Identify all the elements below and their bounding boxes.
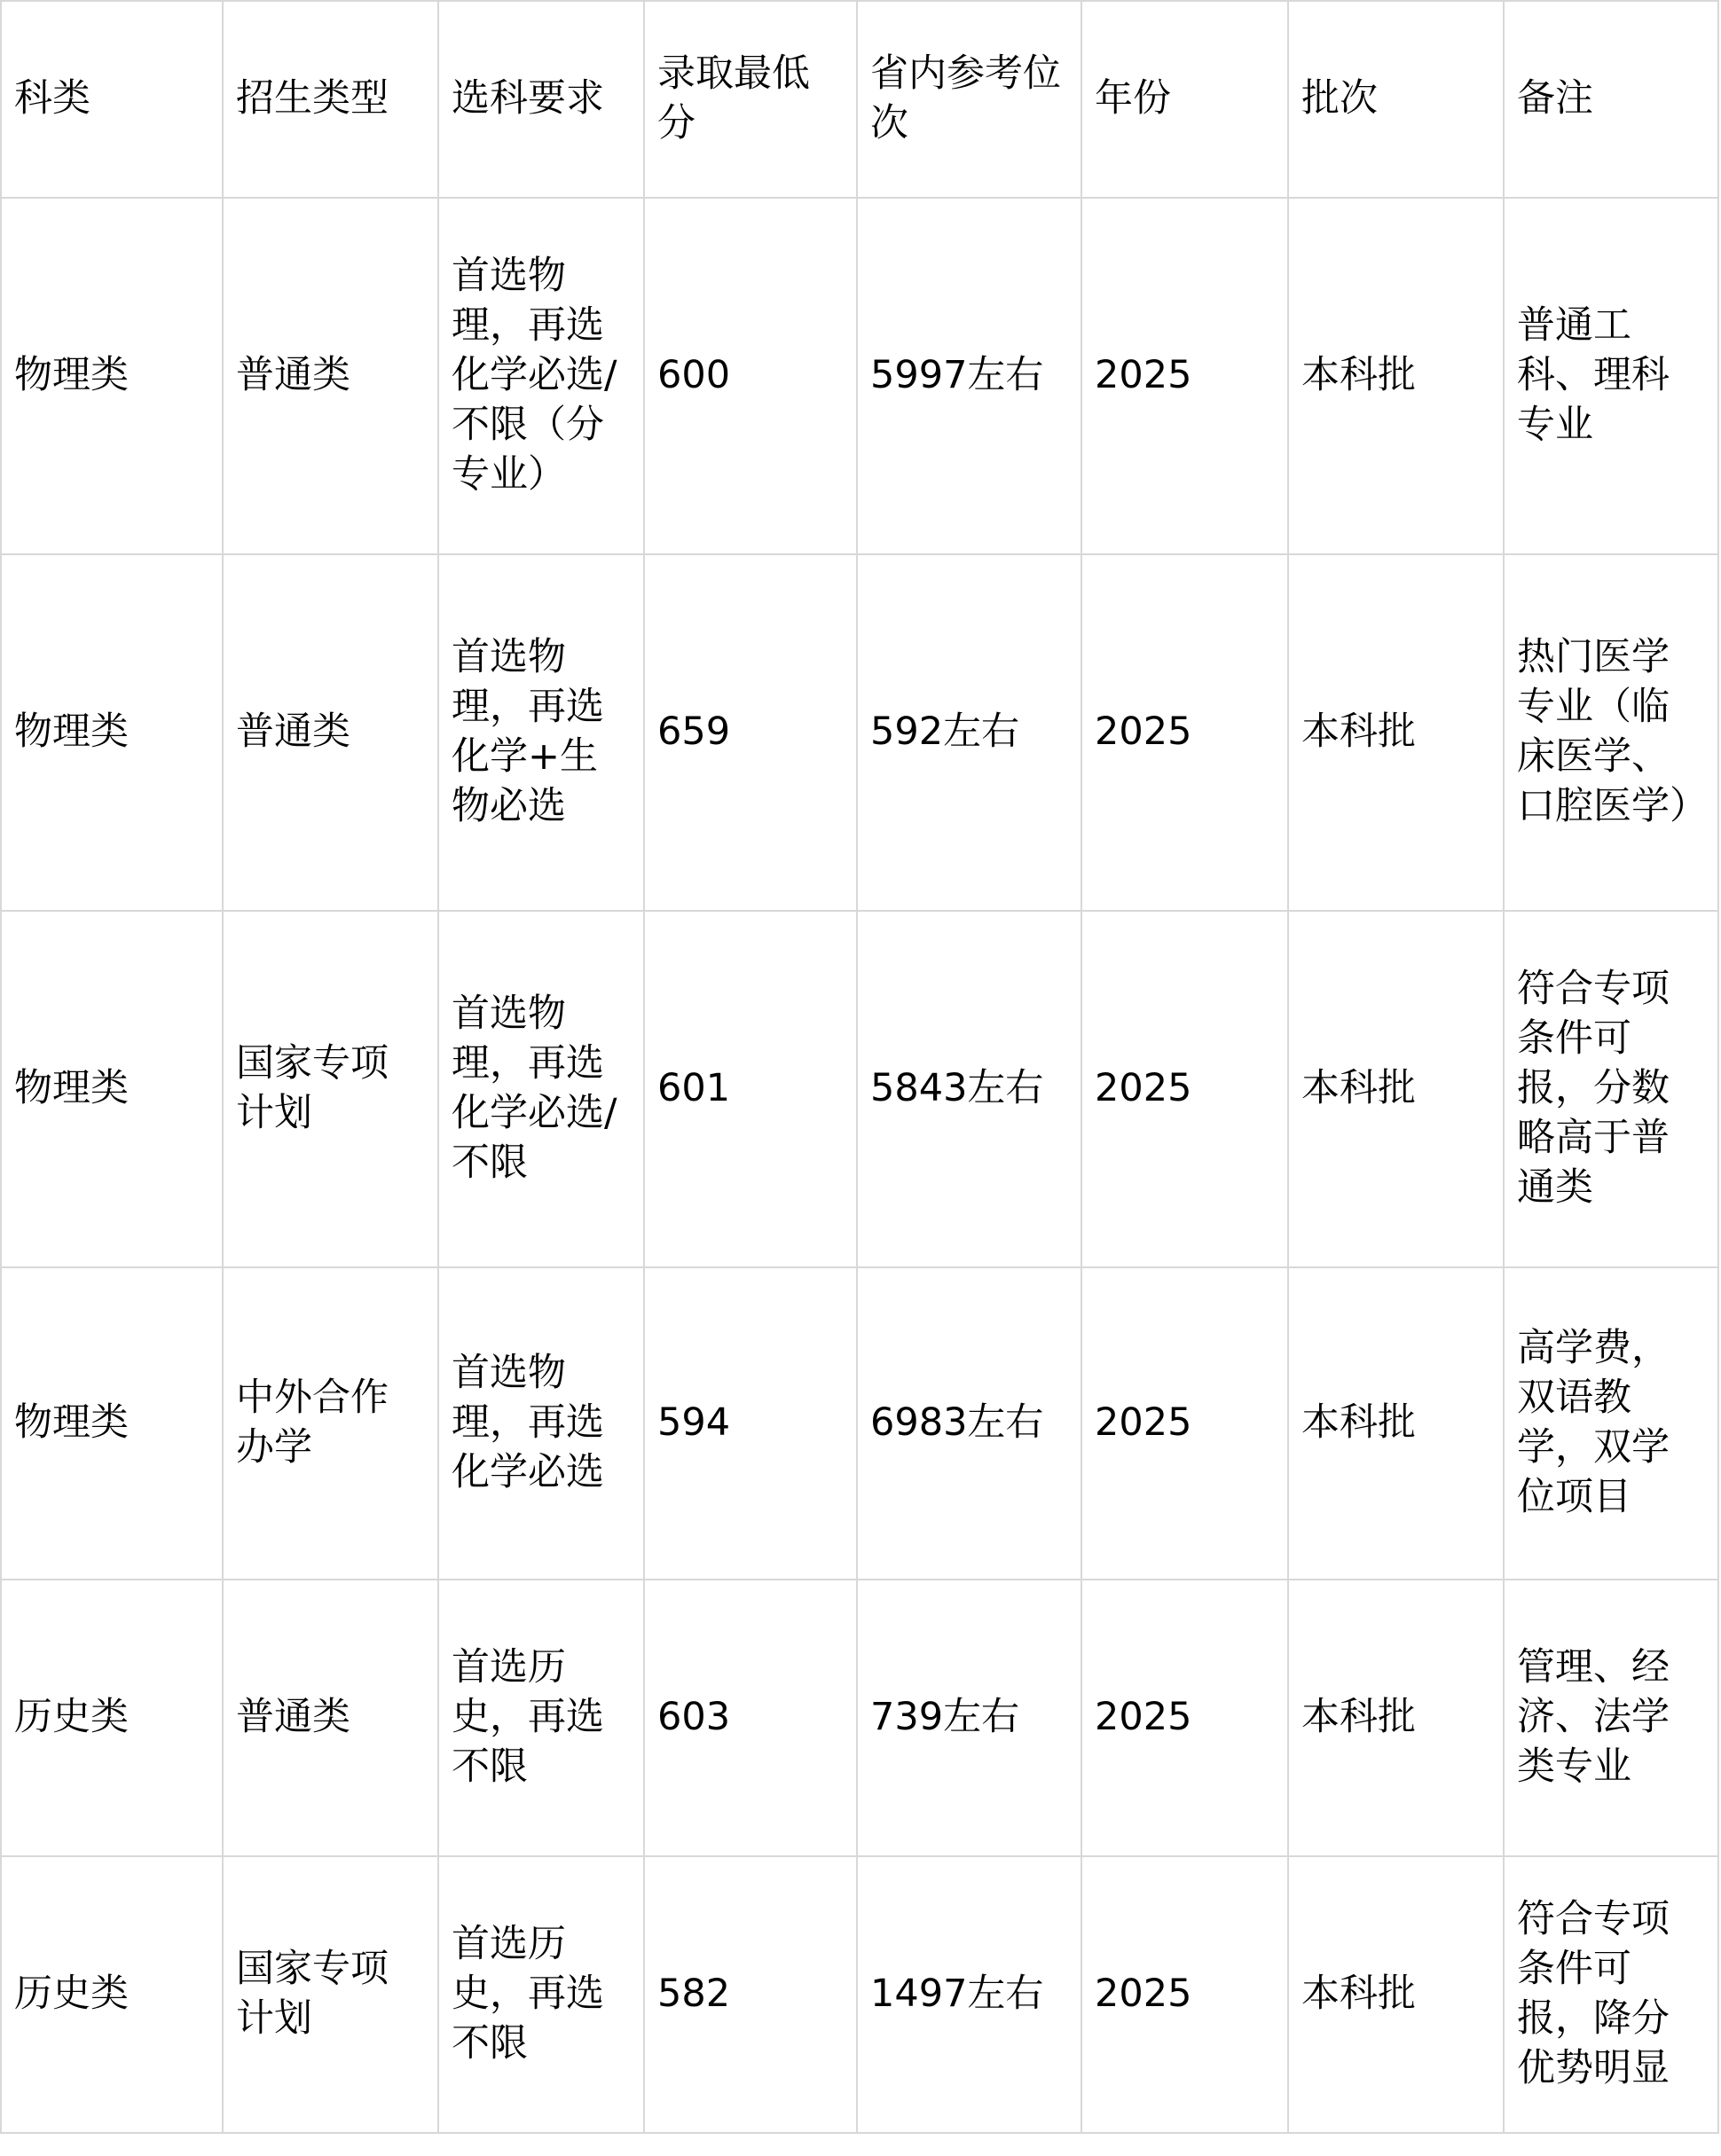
cell-year: 2025 <box>1081 1856 1288 2133</box>
column-header-min-score: 录取最低分 <box>644 1 857 198</box>
cell-kelei: 历史类 <box>1 1856 223 2133</box>
cell-province-rank: 739左右 <box>857 1580 1081 1856</box>
table-row <box>1 1267 1718 1580</box>
table-row <box>1 1580 1718 1856</box>
table-body <box>1 198 1718 2133</box>
cell-remark: 符合专项条件可报，降分优势明显 <box>1504 1856 1718 2133</box>
cell-subject-requirement: 首选物理，再选化学必选/不限 <box>438 911 644 1267</box>
cell-remark: 符合专项条件可报，分数略高于普通类 <box>1504 911 1718 1267</box>
table-row <box>1 198 1718 554</box>
cell-subject-requirement: 首选历史，再选不限 <box>438 1856 644 2133</box>
cell-remark: 高学费，双语教学，双学位项目 <box>1504 1267 1718 1580</box>
cell-batch: 本科批 <box>1288 1856 1504 2133</box>
cell-admission-type: 国家专项计划 <box>223 1856 438 2133</box>
cell-subject-requirement: 首选历史，再选不限 <box>438 1580 644 1856</box>
cell-batch: 本科批 <box>1288 911 1504 1267</box>
cell-subject-requirement: 首选物理，再选化学必选 <box>438 1267 644 1580</box>
cell-kelei: 物理类 <box>1 198 223 554</box>
cell-province-rank: 5997左右 <box>857 198 1081 554</box>
cell-remark: 管理、经济、法学类专业 <box>1504 1580 1718 1856</box>
cell-year: 2025 <box>1081 1267 1288 1580</box>
cell-year: 2025 <box>1081 1580 1288 1856</box>
cell-min-score: 601 <box>644 911 857 1267</box>
cell-province-rank: 592左右 <box>857 554 1081 911</box>
cell-subject-requirement: 首选物理，再选化学+生物必选 <box>438 554 644 911</box>
cell-kelei: 物理类 <box>1 554 223 911</box>
cell-min-score: 659 <box>644 554 857 911</box>
column-header-province-rank: 省内参考位次 <box>857 1 1081 198</box>
cell-subject-requirement: 首选物理，再选化学必选/不限（分专业） <box>438 198 644 554</box>
column-header-subject-requirement: 选科要求 <box>438 1 644 198</box>
cell-admission-type: 中外合作办学 <box>223 1267 438 1580</box>
cell-min-score: 582 <box>644 1856 857 2133</box>
cell-min-score: 600 <box>644 198 857 554</box>
table-row <box>1 554 1718 911</box>
cell-batch: 本科批 <box>1288 198 1504 554</box>
cell-kelei: 物理类 <box>1 911 223 1267</box>
table-row <box>1 911 1718 1267</box>
cell-admission-type: 普通类 <box>223 554 438 911</box>
cell-province-rank: 5843左右 <box>857 911 1081 1267</box>
cell-admission-type: 国家专项计划 <box>223 911 438 1267</box>
column-header-batch: 批次 <box>1288 1 1504 198</box>
cell-kelei: 物理类 <box>1 1267 223 1580</box>
cell-province-rank: 1497左右 <box>857 1856 1081 2133</box>
cell-batch: 本科批 <box>1288 1267 1504 1580</box>
cell-year: 2025 <box>1081 911 1288 1267</box>
cell-batch: 本科批 <box>1288 554 1504 911</box>
table-row <box>1 1856 1718 2133</box>
cell-min-score: 594 <box>644 1267 857 1580</box>
table-header-row <box>1 1 1718 198</box>
column-header-kelei: 科类 <box>1 1 223 198</box>
cell-admission-type: 普通类 <box>223 1580 438 1856</box>
cell-province-rank: 6983左右 <box>857 1267 1081 1580</box>
cell-remark: 普通工科、理科专业 <box>1504 198 1718 554</box>
column-header-remark: 备注 <box>1504 1 1718 198</box>
cell-year: 2025 <box>1081 198 1288 554</box>
cell-remark: 热门医学专业（临床医学、口腔医学） <box>1504 554 1718 911</box>
cell-min-score: 603 <box>644 1580 857 1856</box>
column-header-year: 年份 <box>1081 1 1288 198</box>
table-header <box>1 1 1718 198</box>
cell-admission-type: 普通类 <box>223 198 438 554</box>
cell-kelei: 历史类 <box>1 1580 223 1856</box>
cell-year: 2025 <box>1081 554 1288 911</box>
cell-batch: 本科批 <box>1288 1580 1504 1856</box>
column-header-admission-type: 招生类型 <box>223 1 438 198</box>
